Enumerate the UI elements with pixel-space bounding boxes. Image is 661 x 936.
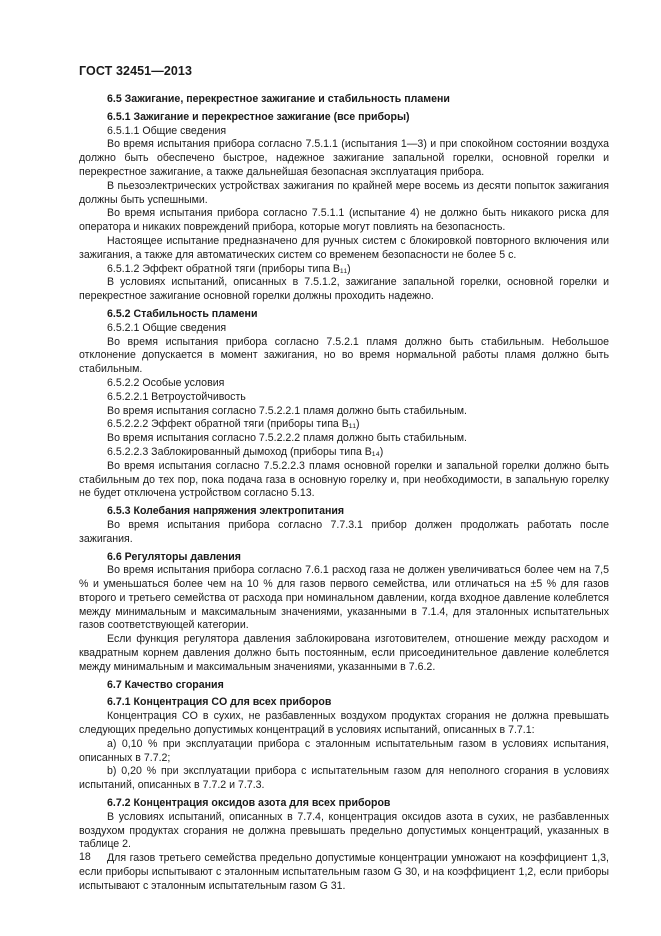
paragraph: a) 0,10 % при эксплуатации прибора с эталонным испытательным газом в условиях испытания, описанных в 7.7.2;: [79, 737, 609, 764]
section-heading: 6.5 Зажигание, перекрестное зажигание и стабильность пламени: [107, 93, 450, 105]
paragraph: 6.5.2.2.3 Заблокированный дымоход (приборы типа B₁₄): [107, 445, 384, 458]
paragraph: Во время испытания прибора согласно 7.7.3.1 прибор должен продолжать работать после зажигания.: [79, 518, 609, 545]
paragraph: В пьезоэлектрических устройствах зажигания по крайней мере восемь из десяти попыток зажигания должны быть успешными.: [79, 179, 609, 206]
section-heading: 6.5.2 Стабильность пламени: [107, 307, 258, 320]
section-heading: 6.5.1 Зажигание и перекрестное зажигание (все приборы): [107, 110, 410, 123]
page-number: 18: [79, 851, 91, 863]
paragraph: Для газов третьего семейства предельно допустимые концентрации умножают на коэффициент 1,3, если приборы испытывают с эталонным испытательным газом G 30, и на коэффициент 1,2, если приборы испытывают с эталонным испытательным газом G 31.: [79, 852, 609, 892]
document-body: [79, 93, 609, 894]
paragraph: Во время испытания согласно 7.5.2.2.1 пламя должно быть стабильным.: [107, 404, 467, 417]
paragraph: 6.5.1.1 Общие сведения: [107, 124, 227, 137]
section-heading: 6.6 Регуляторы давления: [107, 550, 241, 563]
section-heading: 6.7.2 Концентрация оксидов азота для всех приборов: [107, 797, 391, 810]
paragraph: 6.5.2.2.1 Ветроустойчивость: [107, 390, 246, 403]
paragraph: 6.5.2.1 Общие сведения: [107, 321, 227, 334]
paragraph: В условиях испытаний, описанных в 7.7.4, концентрация оксидов азота в сухих, не разбавленных воздухом продуктах сгорания не должна превышать предельно допустимых концентраций, указанных в таблице 2.: [79, 810, 609, 851]
paragraph: Настоящее испытание предназначено для ручных систем с блокировкой повторного включения или зажигания, а также для автоматических систем со временем безопасности не более 5 с.: [79, 234, 609, 261]
section-heading: 6.7 Качество сгорания: [107, 678, 224, 691]
paragraph: Во время испытания прибора согласно 7.5.1.1 (испытания 1—3) и при спокойном состоянии воздуха должно быть обеспечено быстрое, надежное зажигание запальной горелки, основной горелки и перекрестное зажигание, а также дальнейшая безопасная эксплуатация прибора.: [79, 138, 609, 178]
paragraph: Во время испытания согласно 7.5.2.2.2 пламя должно быть стабильным.: [107, 432, 467, 445]
standard-header: ГОСТ 32451—2013: [79, 64, 193, 78]
paragraph: b) 0,20 % при эксплуатации прибора с испытательным газом для неполного сгорания в условиях испытаний, описанных в 7.7.2 и 7.7.3.: [79, 765, 609, 792]
paragraph: Во время испытания согласно 7.5.2.2.3 пламя основной горелки и запальной горелки должно быть стабильным до тех пор, пока подача газа в основную горелку и, при необходимости, в запальную горелку не будет отключена устройством согласно 5.13.: [79, 459, 609, 500]
paragraph: 6.5.2.2 Особые условия: [107, 376, 225, 389]
paragraph: Во время испытания прибора согласно 7.5.2.1 пламя должно быть стабильным. Небольшое отклонение допускается в момент зажигания, но во время нормальной работы пламя должно быть стабильным.: [79, 335, 609, 376]
paragraph: 6.5.1.2 Эффект обратной тяги (приборы типа B₁₁): [107, 262, 351, 275]
section-heading: 6.7.1 Концентрация CO для всех приборов: [107, 696, 332, 709]
paragraph: Если функция регулятора давления заблокирована изготовителем, отношение между расходом и квадратным корнем давления должно быть постоянным, если присоединительное давление колеблется между минимальным и максимальным значениями, указанными в 7.6.2.: [79, 633, 609, 673]
paragraph: В условиях испытаний, описанных в 7.5.1.2, зажигание запальной горелки, основной горелки и перекрестное зажигание основной горелки должны проходить надежно.: [79, 276, 609, 303]
paragraph: Во время испытания прибора согласно 7.6.1 расход газа не должен увеличиваться более чем на 7,5 % и уменьшаться более чем на 10 % для газов первого семейства, или отличаться на ±5 % для газов второго и третьего семейства от расхода при номинальном давлении, когда входное давление колеблется между минимальным и максимальным значениями, указанными в 7.1.4, для эталонных испытательных газов соответствующей категории.: [79, 564, 609, 632]
paragraph: Концентрация CO в сухих, не разбавленных воздухом продуктах сгорания не должна превышать следующих предельно допустимых концентраций в условиях испытаний, описанных в 7.7.1:: [79, 710, 609, 737]
section-heading: 6.5.3 Колебания напряжения электропитания: [107, 505, 345, 518]
paragraph: Во время испытания прибора согласно 7.5.1.1 (испытание 4) не должно быть никакого риска для оператора и никаких повреждений прибора, которые могут повлиять на безопасность.: [79, 207, 609, 234]
paragraph: 6.5.2.2.2 Эффект обратной тяги (приборы типа B₁₁): [107, 418, 360, 431]
